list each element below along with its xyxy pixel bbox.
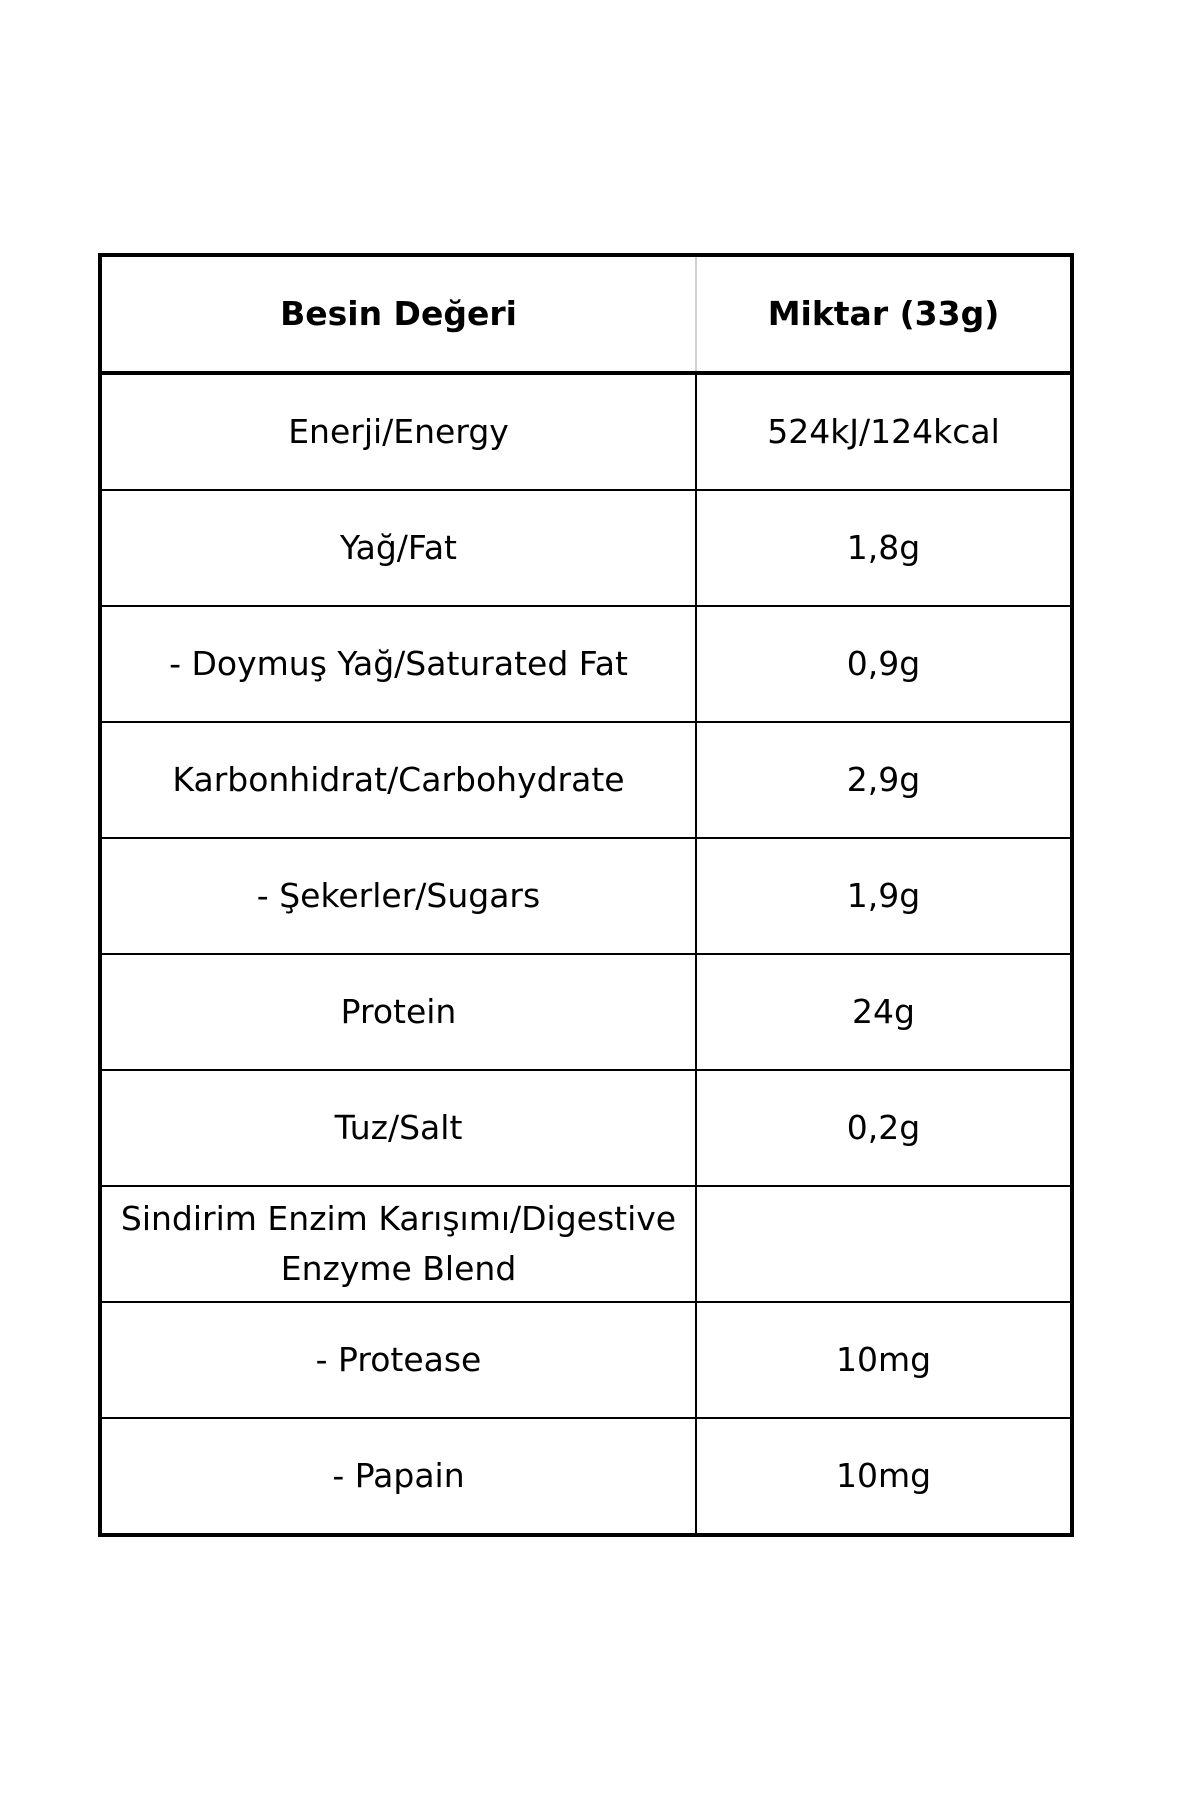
table-row: [100, 1418, 1072, 1535]
nutrient-cell: Karbonhidrat/Carbohydrate: [100, 722, 696, 838]
table-row: [100, 838, 1072, 954]
nutrient-cell: Yağ/Fat: [100, 490, 696, 606]
nutrition-facts-table: [98, 253, 1074, 1537]
nutrient-cell: Enerji/Energy: [100, 373, 696, 490]
amount-cell: 10mg: [835, 1456, 932, 1495]
nutrient-cell: - Protease: [100, 1302, 696, 1418]
nutrient-cell: - Papain: [100, 1418, 696, 1535]
nutrient-cell: Sindirim Enzim Karışımı/Digestive Enzyme Blend: [100, 1186, 696, 1302]
table-row: [100, 373, 1072, 490]
table-row: [100, 1070, 1072, 1186]
amount-cell: 10mg: [696, 1302, 1072, 1418]
amount-cell: 24g: [696, 954, 1072, 1070]
table-row: [100, 954, 1072, 1070]
amount-cell: 1,9g: [696, 838, 1072, 954]
amount-cell: 524kJ/124kcal: [696, 373, 1072, 490]
table-row: [100, 606, 1072, 722]
table-row: [100, 722, 1072, 838]
nutrient-cell: - Şekerler/Sugars: [100, 838, 696, 954]
table-row: [100, 1302, 1072, 1418]
amount-cell: 0,9g: [696, 606, 1072, 722]
amount-cell: [696, 1186, 1072, 1302]
amount-cell: 2,9g: [696, 722, 1072, 838]
table-header-row: [100, 255, 1072, 373]
amount-cell: 1,8g: [696, 490, 1072, 606]
nutrient-cell: - Doymuş Yağ/Saturated Fat: [100, 606, 696, 722]
nutrient-cell: Protein: [100, 954, 696, 1070]
amount-cell: 0,2g: [696, 1070, 1072, 1186]
table-row: [100, 1186, 1072, 1302]
header-amount: Miktar (33g): [696, 255, 1072, 373]
header-nutrient: Besin Değeri: [100, 255, 696, 373]
table-row: [100, 490, 1072, 606]
nutrient-cell: Tuz/Salt: [100, 1070, 696, 1186]
